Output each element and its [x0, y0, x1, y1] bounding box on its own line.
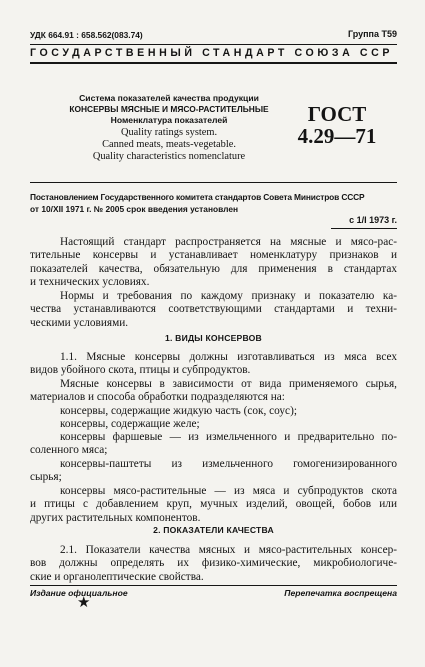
- list-item-liquid: консервы, содержащие жидкую часть (сок, соус);: [60, 405, 297, 417]
- list-item-pate: консервы-паштеты из измельченного гомогенизированного сырья;: [30, 458, 397, 484]
- udk-code: УДК 664.91 : 658.562(083.74): [30, 30, 143, 40]
- official-edition-label: Издание официальное: [30, 588, 128, 598]
- gost-label: ГОСТ: [307, 102, 367, 126]
- star-icon: ★: [77, 595, 91, 611]
- gost-number: 4.29—71: [297, 124, 377, 148]
- english-title-3: Quality characteristics nomenclature: [92, 151, 246, 162]
- effective-date: с 1/I 1973 г.: [349, 215, 397, 225]
- section-2-paragraph-1: 2.1. Показатели качества мясных и мясо-растительных консер- вов должны определять их физико-химические, микробиологиче- ские и органолептические свойства.: [30, 544, 397, 583]
- product-title: КОНСЕРВЫ МЯСНЫЕ И МЯСО-РАСТИТЕЛЬНЫЕ: [69, 104, 269, 114]
- list-item-jelly: консервы, содержащие желе;: [60, 418, 200, 430]
- title-block-rule: [30, 182, 397, 183]
- group-code: Группа Т59: [347, 29, 397, 39]
- section-1-heading: 1. ВИДЫ КОНСЕРВОВ: [165, 333, 262, 343]
- top-rule: [30, 44, 397, 45]
- title-rule: [30, 62, 397, 64]
- standard-title: ГОСУДАРСТВЕННЫЙ СТАНДАРТ СОЮЗА ССР: [30, 47, 394, 59]
- list-item-minced: консервы фаршевые — из измельченного и предварительно по- соленного мяса;: [30, 431, 397, 457]
- resolution-line-2: от 10/XII 1971 г. № 2005 срок введения установлен: [30, 204, 239, 214]
- section-2-heading: 2. ПОКАЗАТЕЛИ КАЧЕСТВА: [153, 525, 274, 535]
- intro-paragraph-1: Настоящий стандарт распространяется на мясные и мясо-рас- тительные консервы и устанавливает номенклатуру признаков и показателей качества, обязательную для применения в стандартах и технических условиях.: [30, 236, 397, 289]
- nomenclature-title: Номенклатура показателей: [110, 115, 228, 125]
- section-1-paragraph-1: 1.1. Мясные консервы должны изготавливаться из мяса всех видов убойного скота, птицы и субпродуктов.: [30, 351, 397, 377]
- footer-rule: [30, 585, 397, 586]
- english-title-2: Canned meats, meats-vegetable.: [102, 139, 236, 150]
- system-title: Система показателей качества продукции: [79, 93, 259, 103]
- intro-paragraph-2: Нормы и требования по каждому признаку и показателю ка- чества устанавливаются соответствующими стандартами и техни- ческими условиями.: [30, 290, 397, 329]
- reprint-prohibited-label: Перепечатка воспрещена: [284, 588, 397, 598]
- english-title-1: Quality ratings system.: [120, 127, 218, 138]
- date-underline: [331, 228, 397, 229]
- list-item-meat-vegetable: консервы мясо-растительные — из мяса и субпродуктов скота и птицы с добавлением круп, мучных изделий, овощей, бобов или других растительных компонентов.: [30, 485, 397, 524]
- section-1-paragraph-2: Мясные консервы в зависимости от вида применяемого сырья, материалов и способа обработки подразделяются на:: [30, 378, 397, 404]
- resolution-line-1: Постановлением Государственного комитета стандартов Совета Министров СССР: [30, 192, 365, 202]
